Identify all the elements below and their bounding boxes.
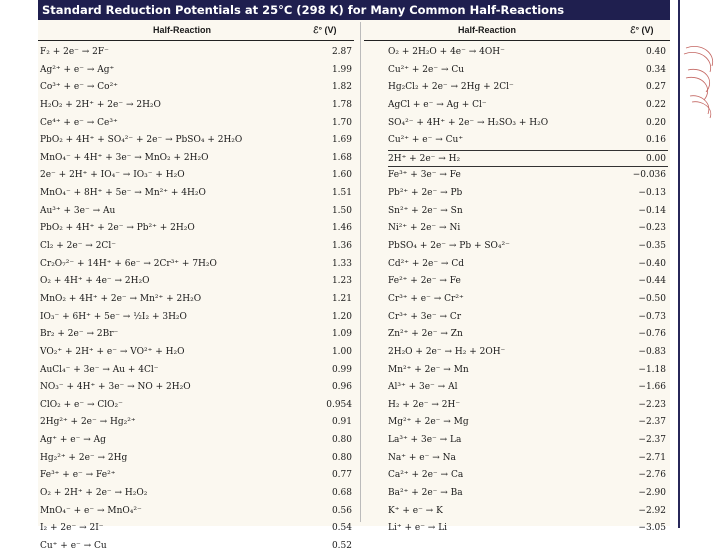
standard-potential: 0.27 — [645, 82, 666, 93]
half-reaction: I₂ + 2e⁻ → 2I⁻ — [40, 523, 104, 534]
left-potential-header: ℰ° (V) — [313, 25, 337, 35]
reduction-potentials-table — [38, 0, 670, 551]
half-reaction: Mn²⁺ + 2e⁻ → Mn — [388, 364, 469, 375]
table-row — [388, 97, 668, 115]
standard-potential: 2.87 — [331, 47, 352, 57]
left-column — [40, 44, 356, 556]
standard-potential: −3.05 — [638, 523, 666, 534]
table-row — [40, 538, 356, 556]
half-reaction: 2Hg²⁺ + 2e⁻ → Hg₂²⁺ — [40, 417, 136, 428]
table-row — [40, 203, 356, 221]
half-reaction: Ba²⁺ + 2e⁻ → Ba — [388, 488, 463, 499]
standard-potential: −0.14 — [638, 205, 666, 216]
half-reaction: Br₂ + 2e⁻ → 2Br⁻ — [40, 329, 119, 340]
table-row — [40, 167, 356, 185]
standard-potential: −0.76 — [638, 329, 666, 340]
half-reaction: Cu²⁺ + e⁻ → Cu⁺ — [388, 135, 464, 146]
standard-potential: −0.23 — [638, 223, 666, 234]
standard-potential: −2.92 — [638, 505, 666, 516]
standard-potential: 0.99 — [331, 364, 352, 375]
standard-potential: −2.23 — [638, 399, 666, 410]
table-row — [40, 273, 356, 291]
table-row — [40, 362, 356, 380]
half-reaction: Cl₂ + 2e⁻ → 2Cl⁻ — [40, 241, 116, 252]
half-reaction: Ag²⁺ + e⁻ → Ag⁺ — [40, 64, 115, 75]
table-row — [40, 503, 356, 521]
half-reaction: AgCl + e⁻ → Ag + Cl⁻ — [388, 99, 487, 110]
standard-potential: −0.35 — [638, 241, 666, 252]
standard-potential: −0.73 — [638, 311, 666, 322]
table-row — [40, 185, 356, 203]
table-row — [40, 238, 356, 256]
standard-potential: 1.46 — [331, 223, 352, 234]
table-row — [40, 256, 356, 274]
standard-potential: 0.91 — [331, 417, 352, 428]
standard-potential: −1.18 — [638, 364, 666, 375]
half-reaction: PbSO₄ + 2e⁻ → Pb + SO₄²⁻ — [388, 241, 510, 252]
table-row — [388, 185, 668, 203]
half-reaction: Fe²⁺ + 2e⁻ → Fe — [388, 276, 461, 287]
half-reaction: SO₄²⁻ + 4H⁺ + 2e⁻ → H₂SO₃ + H₂O — [388, 117, 549, 128]
left-header-rule — [38, 40, 354, 41]
half-reaction: O₂ + 2H⁺ + 2e⁻ → H₂O₂ — [40, 488, 148, 499]
table-row — [40, 115, 356, 133]
standard-potential: 1.70 — [331, 117, 352, 128]
table-row — [40, 467, 356, 485]
half-reaction: NO₃⁻ + 4H⁺ + 3e⁻ → NO + 2H₂O — [40, 382, 191, 393]
half-reaction: MnO₄⁻ + e⁻ → MnO₄²⁻ — [40, 505, 142, 516]
half-reaction: Na⁺ + e⁻ → Na — [388, 452, 456, 463]
standard-potential: −0.44 — [638, 276, 666, 287]
standard-potential: −0.83 — [638, 346, 666, 357]
standard-potential: 1.20 — [331, 311, 352, 322]
standard-potential: −0.036 — [632, 170, 666, 181]
half-reaction: Sn²⁺ + 2e⁻ → Sn — [388, 205, 463, 216]
table-row — [388, 450, 668, 468]
standard-potential: 0.20 — [645, 117, 666, 128]
standard-potential: 0.80 — [331, 452, 352, 463]
half-reaction: VO₂⁺ + 2H⁺ + e⁻ → VO²⁺ + H₂O — [40, 346, 185, 357]
half-reaction: Cr₂O₇²⁻ + 14H⁺ + 6e⁻ → 2Cr³⁺ + 7H₂O — [40, 258, 217, 269]
standard-potential: −0.40 — [638, 258, 666, 269]
half-reaction: Al³⁺ + 3e⁻ → Al — [388, 382, 458, 393]
table-row — [388, 414, 668, 432]
standard-potential: 1.51 — [331, 188, 352, 199]
half-reaction: La³⁺ + 3e⁻ → La — [388, 435, 462, 446]
table-row — [388, 467, 668, 485]
half-reaction: ClO₂ + e⁻ → ClO₂⁻ — [40, 399, 123, 410]
table-row — [40, 432, 356, 450]
half-reaction: O₂ + 2H₂O + 4e⁻ → 4OH⁻ — [388, 47, 505, 57]
table-row — [388, 503, 668, 521]
standard-potential: −2.76 — [638, 470, 666, 481]
half-reaction: F₂ + 2e⁻ → 2F⁻ — [40, 47, 109, 57]
standard-potential: 0.00 — [645, 153, 666, 164]
table-row — [40, 520, 356, 538]
half-reaction: Li⁺ + e⁻ → Li — [388, 523, 448, 534]
standard-potential: −0.50 — [638, 293, 666, 304]
table-row — [388, 309, 668, 327]
standard-potential: 1.78 — [331, 99, 352, 110]
standard-potential: 1.23 — [331, 276, 352, 287]
right-half-reaction-header: Half-Reaction — [458, 25, 517, 35]
table-row — [40, 414, 356, 432]
standard-potential: −1.66 — [638, 382, 666, 393]
table-row — [40, 62, 356, 80]
half-reaction: Hg₂Cl₂ + 2e⁻ → 2Hg + 2Cl⁻ — [388, 82, 514, 93]
swirl-logo-icon — [682, 40, 718, 120]
standard-potential: 1.33 — [331, 258, 352, 269]
standard-potential: 1.68 — [331, 152, 352, 163]
left-half-reaction-header: Half-Reaction — [153, 25, 212, 35]
table-row — [388, 167, 668, 185]
table-row — [40, 344, 356, 362]
table-row — [388, 79, 668, 97]
half-reaction: H₂ + 2e⁻ → 2H⁻ — [388, 399, 461, 410]
table-row — [388, 115, 668, 133]
half-reaction: 2H⁺ + 2e⁻ → H₂ — [388, 153, 461, 164]
half-reaction: MnO₄⁻ + 8H⁺ + 5e⁻ → Mn²⁺ + 4H₂O — [40, 188, 206, 199]
standard-potential: 1.21 — [331, 293, 352, 304]
half-reaction: Fe³⁺ + 3e⁻ → Fe — [388, 170, 461, 181]
standard-potential: 1.50 — [331, 205, 352, 216]
half-reaction: 2H₂O + 2e⁻ → H₂ + 2OH⁻ — [388, 346, 506, 357]
standard-potential: 0.34 — [645, 64, 666, 75]
table-row — [388, 273, 668, 291]
table-row — [388, 291, 668, 309]
half-reaction: Mg²⁺ + 2e⁻ → Mg — [388, 417, 469, 428]
half-reaction: H₂O₂ + 2H⁺ + 2e⁻ → 2H₂O — [40, 99, 161, 110]
half-reaction: MnO₂ + 4H⁺ + 2e⁻ → Mn²⁺ + 2H₂O — [40, 293, 202, 304]
table-row — [40, 220, 356, 238]
table-row — [388, 203, 668, 221]
table-row — [388, 379, 668, 397]
standard-potential: 0.16 — [645, 135, 666, 146]
half-reaction: Fe³⁺ + e⁻ → Fe²⁺ — [40, 470, 116, 481]
standard-potential: −2.37 — [638, 435, 666, 446]
half-reaction: Cr³⁺ + e⁻ → Cr²⁺ — [388, 293, 464, 304]
table-row — [40, 291, 356, 309]
table-row — [40, 379, 356, 397]
half-reaction: Cu²⁺ + 2e⁻ → Cu — [388, 64, 465, 75]
standard-potential: 0.56 — [331, 505, 352, 516]
table-row — [388, 44, 668, 62]
standard-potential: 1.36 — [331, 241, 352, 252]
standard-potential: 1.60 — [331, 170, 352, 181]
standard-potential: 0.40 — [645, 47, 666, 57]
half-reaction: Ce⁴⁺ + e⁻ → Ce³⁺ — [40, 117, 118, 128]
half-reaction: PbO₂ + 4H⁺ + SO₄²⁻ + 2e⁻ → PbSO₄ + 2H₂O — [40, 135, 243, 146]
table-row — [40, 132, 356, 150]
table-row — [388, 62, 668, 80]
table-row — [40, 326, 356, 344]
standard-potential: −0.13 — [638, 188, 666, 199]
table-row — [40, 450, 356, 468]
standard-potential: −2.90 — [638, 488, 666, 499]
half-reaction: Hg₂²⁺ + 2e⁻ → 2Hg — [40, 452, 128, 463]
table-row — [388, 220, 668, 238]
standard-potential: 1.99 — [331, 64, 352, 75]
half-reaction: MnO₄⁻ + 4H⁺ + 3e⁻ → MnO₂ + 2H₂O — [40, 152, 209, 163]
half-reaction: K⁺ + e⁻ → K — [388, 505, 443, 516]
accent-rule — [678, 0, 680, 528]
half-reaction: Ca²⁺ + 2e⁻ → Ca — [388, 470, 464, 481]
table-row — [388, 485, 668, 503]
standard-potential: −2.71 — [638, 452, 666, 463]
half-reaction: Cd²⁺ + 2e⁻ → Cd — [388, 258, 464, 269]
standard-potential: 0.54 — [331, 523, 352, 534]
half-reaction: Ag⁺ + e⁻ → Ag — [40, 435, 106, 446]
standard-potential: 0.68 — [331, 488, 352, 499]
standard-potential: 1.69 — [331, 135, 352, 146]
table-row — [40, 309, 356, 327]
half-reaction: AuCl₄⁻ + 3e⁻ → Au + 4Cl⁻ — [40, 364, 159, 375]
standard-potential: 0.52 — [331, 540, 352, 551]
standard-potential: −2.37 — [638, 417, 666, 428]
table-row — [40, 397, 356, 415]
table-row — [388, 397, 668, 415]
standard-potential: 0.96 — [331, 382, 352, 393]
table-row — [40, 485, 356, 503]
table-row — [388, 362, 668, 380]
half-reaction: IO₃⁻ + 6H⁺ + 5e⁻ → ½I₂ + 3H₂O — [40, 311, 187, 322]
table-row — [388, 132, 668, 150]
half-reaction: O₂ + 4H⁺ + 4e⁻ → 2H₂O — [40, 276, 150, 287]
standard-potential: 0.80 — [331, 435, 352, 446]
right-column — [388, 44, 668, 538]
table-row — [388, 326, 668, 344]
right-potential-header: ℰ° (V) — [630, 25, 654, 35]
half-reaction: Ni²⁺ + 2e⁻ → Ni — [388, 223, 461, 234]
table-row — [388, 238, 668, 256]
standard-potential: 1.09 — [331, 329, 352, 340]
half-reaction: Cu⁺ + e⁻ → Cu — [40, 540, 107, 551]
table-title: Standard Reduction Potentials at 25°C (298 K) for Many Common Half-Reactions — [38, 0, 670, 20]
table-row — [388, 432, 668, 450]
table-row — [40, 44, 356, 62]
table-row — [388, 150, 668, 168]
standard-potential: 0.77 — [331, 470, 352, 481]
half-reaction: Co³⁺ + e⁻ → Co²⁺ — [40, 82, 118, 93]
half-reaction: Zn²⁺ + 2e⁻ → Zn — [388, 329, 463, 340]
table-row — [388, 520, 668, 538]
table-row — [40, 150, 356, 168]
half-reaction: Pb²⁺ + 2e⁻ → Pb — [388, 188, 463, 199]
standard-potential: 1.82 — [331, 82, 352, 93]
table-row — [388, 344, 668, 362]
half-reaction: 2e⁻ + 2H⁺ + IO₄⁻ → IO₃⁻ + H₂O — [40, 170, 185, 181]
table-row — [40, 79, 356, 97]
half-reaction: PbO₂ + 4H⁺ + 2e⁻ → Pb²⁺ + 2H₂O — [40, 223, 195, 234]
standard-potential: 1.00 — [331, 346, 352, 357]
table-row — [40, 97, 356, 115]
half-reaction: Au³⁺ + 3e⁻ → Au — [40, 205, 116, 216]
standard-potential: 0.22 — [645, 99, 666, 110]
right-header-rule — [364, 40, 670, 41]
standard-potential: 0.954 — [326, 399, 352, 410]
half-reaction: Cr³⁺ + 3e⁻ → Cr — [388, 311, 462, 322]
column-divider — [360, 22, 361, 522]
table-row — [388, 256, 668, 274]
